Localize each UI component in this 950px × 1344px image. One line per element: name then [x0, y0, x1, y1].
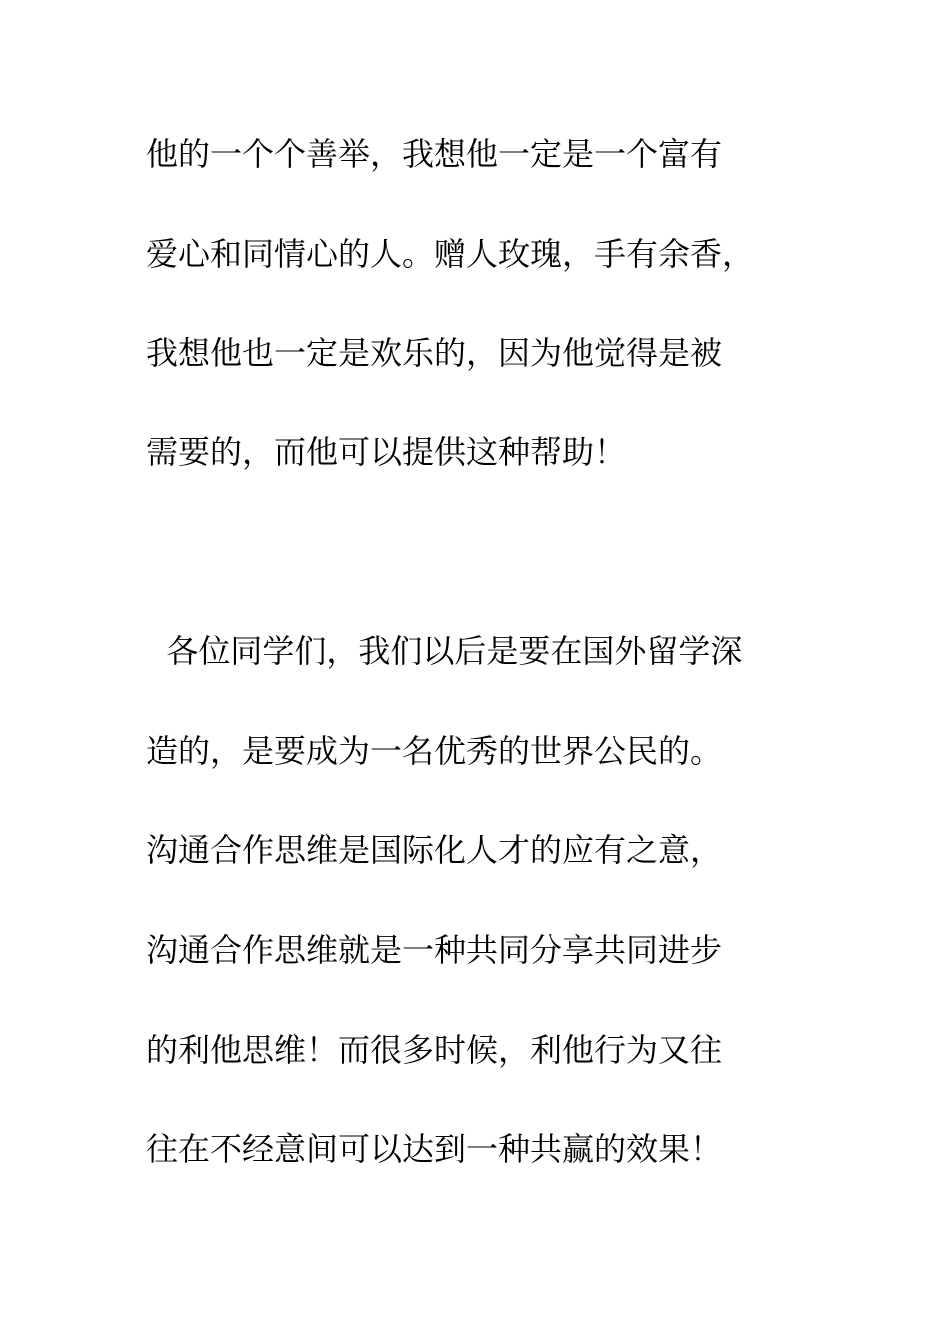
paragraph-2-line-2: 造的，是要成为一名优秀的世界公民的。 [146, 732, 723, 770]
paragraph-1-line-3: 我想他也一定是欢乐的，因为他觉得是被 [146, 334, 723, 372]
paragraph-2-line-5: 的利他思维！而很多时候，利他行为又往 [146, 1031, 723, 1069]
paragraph-1-line-4: 需要的，而他可以提供这种帮助！ [146, 433, 627, 471]
paragraph-2-line-4: 沟通合作思维就是一种共同分享共同进步 [146, 931, 723, 969]
paragraph-1-line-2: 爱心和同情心的人。赠人玫瑰，手有余香， [146, 235, 755, 273]
paragraph-2-line-3: 沟通合作思维是国际化人才的应有之意， [146, 831, 723, 869]
paragraph-2-line-1: 各位同学们，我们以后是要在国外留学深 [146, 632, 743, 670]
paragraph-1-line-1: 他的一个个善举，我想他一定是一个富有 [146, 135, 723, 173]
paragraph-2-line-6: 往在不经意间可以达到一种共赢的效果！ [146, 1130, 723, 1168]
